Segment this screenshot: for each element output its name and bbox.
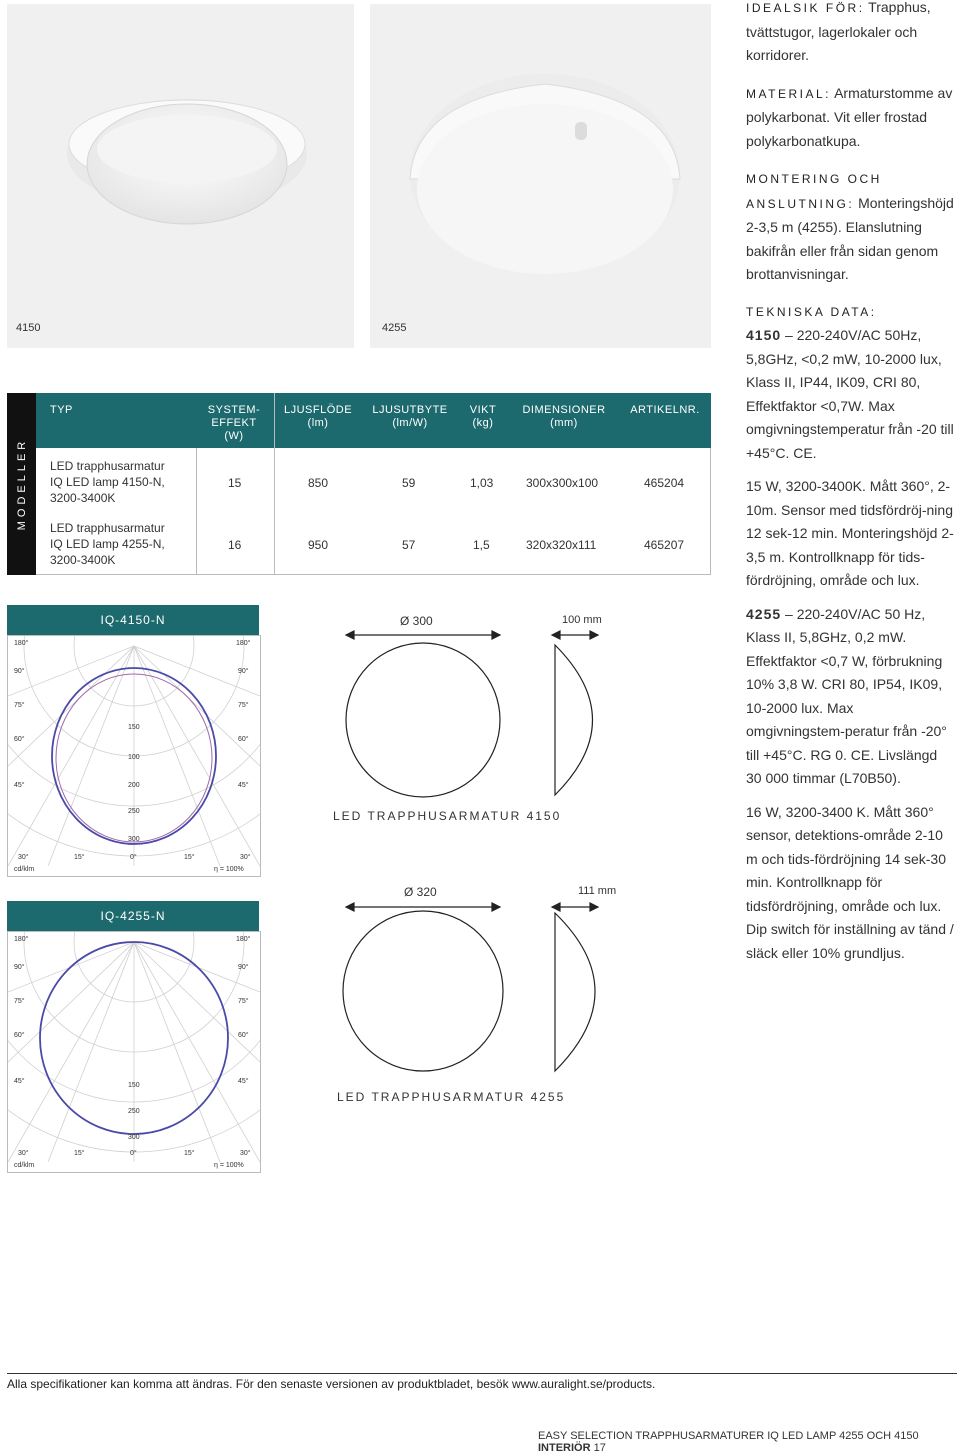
polar2-bottom-2: 0° [130, 1150, 137, 1157]
polar2-angle-r4: 45° [238, 1078, 249, 1085]
product-photo-4255 [370, 4, 711, 348]
table-divider-v [196, 448, 197, 575]
polar2-angle-0: 180° [14, 936, 29, 943]
model-4150-text: – 220-240V/AC 50Hz, 5,8GHz, <0,2 mW, 10-2000 lux, Klass II, IP44, IK09, CRI 80, Effektfaktor <0,7W. Max omgivningstemperatur från -20 till +45°C. CE. [746, 327, 954, 461]
polar2-unit: cd/klm [14, 1162, 35, 1169]
dim-4255-title: LED TRAPPHUSARMATUR 4255 [337, 1090, 566, 1104]
polar2-angle-1: 90° [14, 964, 25, 971]
polar2-angle-r0: 180° [236, 936, 251, 943]
table-row-2-vikt: 1,5 [473, 538, 490, 552]
polar2-angle-r1: 90° [238, 964, 249, 971]
table-row-2-ljusflode: 950 [308, 538, 329, 552]
table-row-1-vikt: 1,03 [470, 476, 494, 490]
polar1-radial-2: 200 [128, 782, 140, 789]
polar-chart-2 [7, 931, 261, 1173]
polar1-angle-3: 60° [14, 736, 25, 743]
th-vikt: VIKT (kg) [469, 404, 497, 429]
polar1-angle-r2: 75° [238, 702, 249, 709]
montering-heading: MONTERING OCH ANSLUTNING: [746, 172, 882, 211]
idealsik-block [746, 0, 956, 68]
th-artikelnr: ARTIKELNR. [630, 404, 700, 416]
th-typ: TYP [50, 404, 73, 416]
polar1-bottom-0: 30° [18, 854, 29, 861]
polar1-angle-1: 90° [14, 668, 25, 675]
model-4255-spec2: 16 W, 3200-3400 K. Mått 360° sensor, detektions-område 2-10 m och tids-fördröjning 14 sek-30 min. Kontrollknapp för tidsfördröjning, område och lux. Dip switch för inställning av tänd / släck eller 10% grundljus. [746, 803, 954, 961]
dim-4150-title: LED TRAPPHUSARMATUR 4150 [333, 809, 562, 823]
polar2-radial-2: 250 [128, 1108, 140, 1115]
montering-block [746, 167, 956, 287]
model-4150-code: 4150 [746, 327, 782, 343]
th-effekt: SYSTEM- EFFEKT (W) [207, 404, 261, 442]
section-name: INTERIÖR [538, 1442, 591, 1454]
table-row-2-dim: 320x320x111 [526, 538, 597, 552]
photo-label-4255: 4255 [382, 322, 407, 334]
material-block [746, 82, 956, 154]
polar1-eta: η = 100% [214, 866, 244, 873]
table-row-2-typ: LED trapphusarmatur IQ LED lamp 4255-N, 3200-3400K [50, 521, 165, 567]
polar1-angle-r4: 45° [238, 782, 249, 789]
footer-note: Alla specifikationer kan komma att ändras. För den senaste versionen av produktbladet, besök www.auralight.se/products. [7, 1377, 656, 1391]
idealsik-heading: IDEALSIK FÖR: [746, 1, 865, 15]
polar1-bottom-2: 0° [130, 854, 137, 861]
table-row-1-ljusflode: 850 [308, 476, 329, 490]
polar2-eta: η = 100% [214, 1162, 244, 1169]
polar1-unit: cd/klm [14, 866, 35, 873]
polar2-angle-2: 75° [14, 998, 25, 1005]
polar2-angle-4: 45° [14, 1078, 25, 1085]
polar1-angle-r1: 90° [238, 668, 249, 675]
table-divider-v2 [274, 393, 275, 575]
polar1-radial-0: 150 [128, 724, 140, 731]
tekniska-heading: TEKNISKA DATA: [746, 304, 877, 319]
models-side-label [7, 393, 36, 575]
lamp-4255-image [370, 4, 711, 348]
th-ljusutbyte: LJUSUTBYTE (lm/W) [372, 404, 448, 429]
polar1-radial-4: 300 [128, 836, 140, 843]
dim-4150-depth: 100 mm [562, 614, 602, 626]
model-4255-text: – 220-240V/AC 50 Hz, Klass II, 5,8GHz, 0,2 mW. Effektfaktor <0,7 W, förbrukning 10% 3,8 W. CRI 80, IP54, IK09, 10-2000 lux. Max omgivningstem-peratur från -20° till +45°C. RG 0. CE. Livslängd 30 000 timmar (L70B50). [746, 605, 947, 786]
polar1-bottom-3: 15° [184, 854, 195, 861]
idealsik-text: Trapphus, tvättstugor, lagerlokaler och korridorer. [746, 0, 931, 63]
running-title: EASY SELECTION TRAPPHUSARMATURER IQ LED LAMP 4255 OCH 4150 [538, 1430, 919, 1442]
running-footer [538, 1430, 960, 1454]
th-dimensioner: DIMENSIONER (mm) [522, 404, 606, 429]
polar-chart-1 [7, 635, 261, 877]
polar2-bottom-0: 30° [18, 1150, 29, 1157]
table-row-1-art: 465204 [644, 476, 685, 490]
th-ljusflode: LJUSFLÖDE (lm) [283, 404, 353, 429]
table-row-1-dim: 300x300x100 [526, 476, 599, 490]
polar1-bottom-1: 15° [74, 854, 85, 861]
material-heading: MATERIAL: [746, 86, 831, 101]
table-row-1-ljusutbyte: 59 [402, 476, 416, 490]
photo-label-4150: 4150 [16, 322, 41, 334]
polar2-bottom-1: 15° [74, 1150, 85, 1157]
table-row-1-typ: LED trapphusarmatur IQ LED lamp 4150-N, 3200-3400K [50, 459, 165, 505]
polar2-angle-r2: 75° [238, 998, 249, 1005]
polar2-radial-0: 150 [128, 1082, 140, 1089]
product-photo-4150 [7, 4, 354, 348]
table-row-2-effekt: 16 [228, 538, 242, 552]
polar2-bottom-4: 30° [240, 1150, 251, 1157]
montering-text: Monteringshöjd 2-3,5 m (4255). Elanslutning bakifrån eller från sidan genom brottanvisningar. [746, 194, 954, 282]
table-row-1-effekt: 15 [228, 476, 242, 490]
polar1-angle-r3: 60° [238, 736, 249, 743]
polar1-angle-r0: 180° [236, 640, 251, 647]
table-row-2-ljusutbyte: 57 [402, 538, 416, 552]
models-side-text: MODELLER [15, 437, 28, 531]
polar2-angle-3: 60° [14, 1032, 25, 1039]
model-4255-code: 4255 [746, 605, 782, 622]
page-number: 17 [593, 1442, 606, 1454]
lamp-4150-image [7, 4, 354, 348]
polar1-bottom-4: 30° [240, 854, 251, 861]
polar-chart-2-title: IQ-4255-N [7, 901, 259, 931]
dimension-drawing-4255 [330, 885, 630, 1085]
model-4255-spec [746, 603, 956, 791]
polar1-radial-1: 100 [128, 754, 140, 761]
polar1-angle-4: 45° [14, 782, 25, 789]
polar1-radial-3: 250 [128, 808, 140, 815]
polar2-bottom-3: 15° [184, 1150, 195, 1157]
material-text: Armaturstomme av polykarbonat. Vit eller frostad polykarbonatkupa. [746, 84, 953, 149]
polar1-angle-2: 75° [14, 702, 25, 709]
polar1-angle-0: 180° [14, 640, 29, 647]
dim-4150-diameter: Ø 300 [400, 614, 433, 628]
dim-4255-diameter: Ø 320 [404, 885, 437, 899]
table-row-2-art: 465207 [644, 538, 685, 552]
dim-4255-depth: 111 mm [578, 885, 617, 897]
polar-chart-1-title: IQ-4150-N [7, 605, 259, 635]
footer-rule [7, 1373, 957, 1374]
polar2-radial-4: 300 [128, 1134, 140, 1141]
dimension-drawing-4150 [330, 605, 630, 805]
model-4150-spec2: 15 W, 3200-3400K. Mått 360°, 2-10m. Sensor med tidsfördröj-ning 12 sek-12 min. Monteringshöjd 2-3,5 m. Kontrollknapp för tids-fördröjning, område och lux. [746, 478, 954, 588]
model-4150-spec [746, 324, 956, 465]
right-column [746, 0, 956, 965]
polar2-angle-r3: 60° [238, 1032, 249, 1039]
